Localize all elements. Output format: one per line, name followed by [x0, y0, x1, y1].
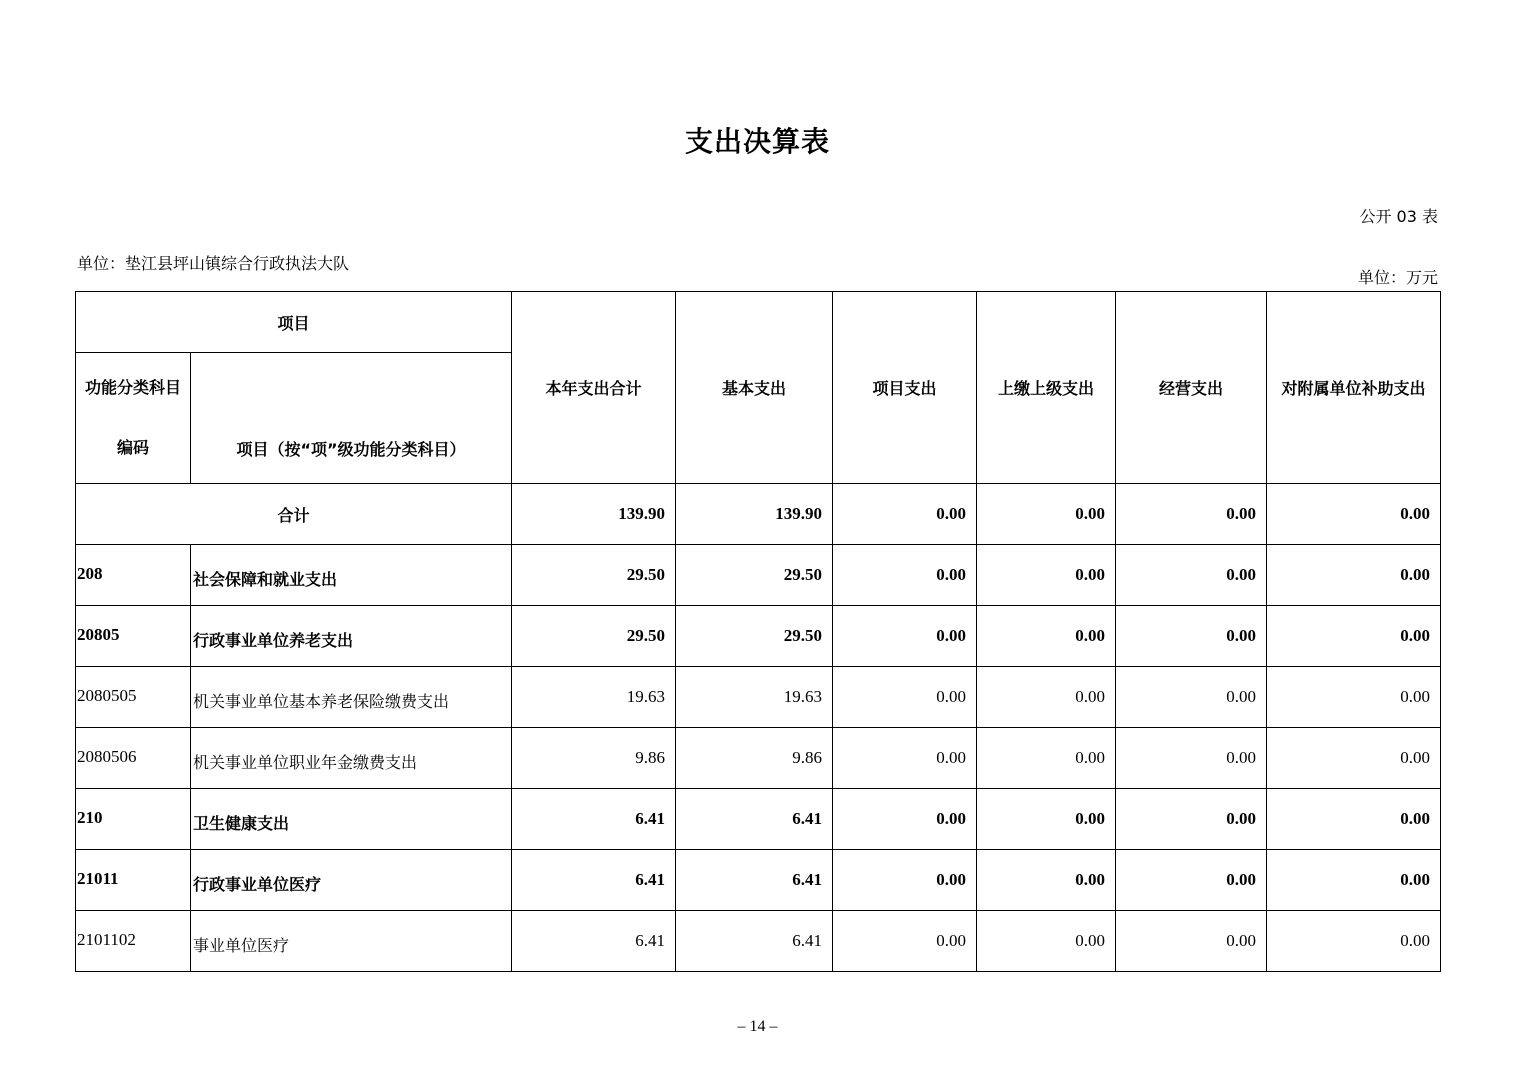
row-code: 20805 — [76, 606, 191, 667]
unit-name-label: 单位：垫江县坪山镇综合行政执法大队 — [77, 254, 350, 273]
row-subsidy: 0.00 — [1267, 545, 1441, 606]
row-name: 卫生健康支出 — [191, 789, 512, 850]
total-row-total: 139.90 — [512, 484, 676, 545]
row-project-expenditure: 0.00 — [833, 789, 977, 850]
row-subsidy: 0.00 — [1267, 667, 1441, 728]
table-row — [76, 850, 1441, 911]
total-row-subsidy: 0.00 — [1267, 484, 1441, 545]
row-subsidy: 0.00 — [1267, 728, 1441, 789]
total-row-upper-level: 0.00 — [977, 484, 1116, 545]
row-name: 行政事业单位养老支出 — [191, 606, 512, 667]
row-project-expenditure: 0.00 — [833, 911, 977, 972]
document-title: 支出决算表 — [684, 125, 830, 158]
table-row — [76, 789, 1441, 850]
row-total: 29.50 — [512, 545, 676, 606]
row-name: 社会保障和就业支出 — [191, 545, 512, 606]
row-business: 0.00 — [1116, 911, 1267, 972]
row-total: 6.41 — [512, 911, 676, 972]
row-business: 0.00 — [1116, 667, 1267, 728]
unit-measure-label: 单位：万元 — [1357, 268, 1438, 287]
row-business: 0.00 — [1116, 789, 1267, 850]
row-code: 21011 — [76, 850, 191, 911]
row-name: 事业单位医疗 — [191, 911, 512, 972]
row-upper-level: 0.00 — [977, 850, 1116, 911]
row-upper-level: 0.00 — [977, 911, 1116, 972]
row-total: 9.86 — [512, 728, 676, 789]
row-basic: 29.50 — [676, 606, 833, 667]
row-project-expenditure: 0.00 — [833, 545, 977, 606]
header-business: 经营支出 — [1116, 292, 1267, 484]
table-row — [76, 667, 1441, 728]
row-basic: 6.41 — [676, 789, 833, 850]
row-upper-level: 0.00 — [977, 728, 1116, 789]
row-subsidy: 0.00 — [1267, 911, 1441, 972]
row-basic: 9.86 — [676, 728, 833, 789]
row-code: 2080505 — [76, 667, 191, 728]
header-project: 项目 — [76, 292, 512, 353]
total-row-project-expenditure: 0.00 — [833, 484, 977, 545]
row-name: 机关事业单位基本养老保险缴费支出 — [191, 667, 512, 728]
header-upper-level: 上缴上级支出 — [977, 292, 1116, 484]
row-project-expenditure: 0.00 — [833, 667, 977, 728]
table-row — [76, 545, 1441, 606]
row-total: 19.63 — [512, 667, 676, 728]
row-project-expenditure: 0.00 — [833, 728, 977, 789]
expenditure-table — [75, 291, 1441, 972]
total-row-business: 0.00 — [1116, 484, 1267, 545]
table-row — [76, 606, 1441, 667]
row-subsidy: 0.00 — [1267, 789, 1441, 850]
header-function-code-line2: 编码 — [116, 438, 149, 457]
row-upper-level: 0.00 — [977, 789, 1116, 850]
row-basic: 19.63 — [676, 667, 833, 728]
row-code: 210 — [76, 789, 191, 850]
row-business: 0.00 — [1116, 728, 1267, 789]
row-subsidy: 0.00 — [1267, 606, 1441, 667]
header-total: 本年支出合计 — [512, 292, 676, 484]
row-name: 行政事业单位医疗 — [191, 850, 512, 911]
header-function-code-line1: 功能分类科目 — [84, 378, 181, 397]
row-business: 0.00 — [1116, 545, 1267, 606]
row-project-expenditure: 0.00 — [833, 850, 977, 911]
total-row-label: 合计 — [76, 484, 512, 545]
header-function-code — [76, 353, 191, 484]
row-total: 29.50 — [512, 606, 676, 667]
row-total: 6.41 — [512, 850, 676, 911]
table-row — [76, 911, 1441, 972]
row-code: 2101102 — [76, 911, 191, 972]
row-basic: 29.50 — [676, 545, 833, 606]
row-upper-level: 0.00 — [977, 606, 1116, 667]
row-project-expenditure: 0.00 — [833, 606, 977, 667]
row-business: 0.00 — [1116, 606, 1267, 667]
header-project-expenditure: 项目支出 — [833, 292, 977, 484]
row-upper-level: 0.00 — [977, 667, 1116, 728]
row-basic: 6.41 — [676, 850, 833, 911]
row-basic: 6.41 — [676, 911, 833, 972]
row-code: 2080506 — [76, 728, 191, 789]
row-upper-level: 0.00 — [977, 545, 1116, 606]
row-total: 6.41 — [512, 789, 676, 850]
row-name: 机关事业单位职业年金缴费支出 — [191, 728, 512, 789]
header-project-name: 项目（按“项”级功能分类科目） — [191, 353, 512, 484]
page-number: – 14 – — [737, 1018, 778, 1035]
row-code: 208 — [76, 545, 191, 606]
header-basic: 基本支出 — [676, 292, 833, 484]
table-code-label: 公开 03 表 — [1359, 207, 1438, 226]
total-row-basic: 139.90 — [676, 484, 833, 545]
header-subsidy: 对附属单位补助支出 — [1267, 292, 1441, 484]
row-subsidy: 0.00 — [1267, 850, 1441, 911]
table-row — [76, 728, 1441, 789]
row-business: 0.00 — [1116, 850, 1267, 911]
